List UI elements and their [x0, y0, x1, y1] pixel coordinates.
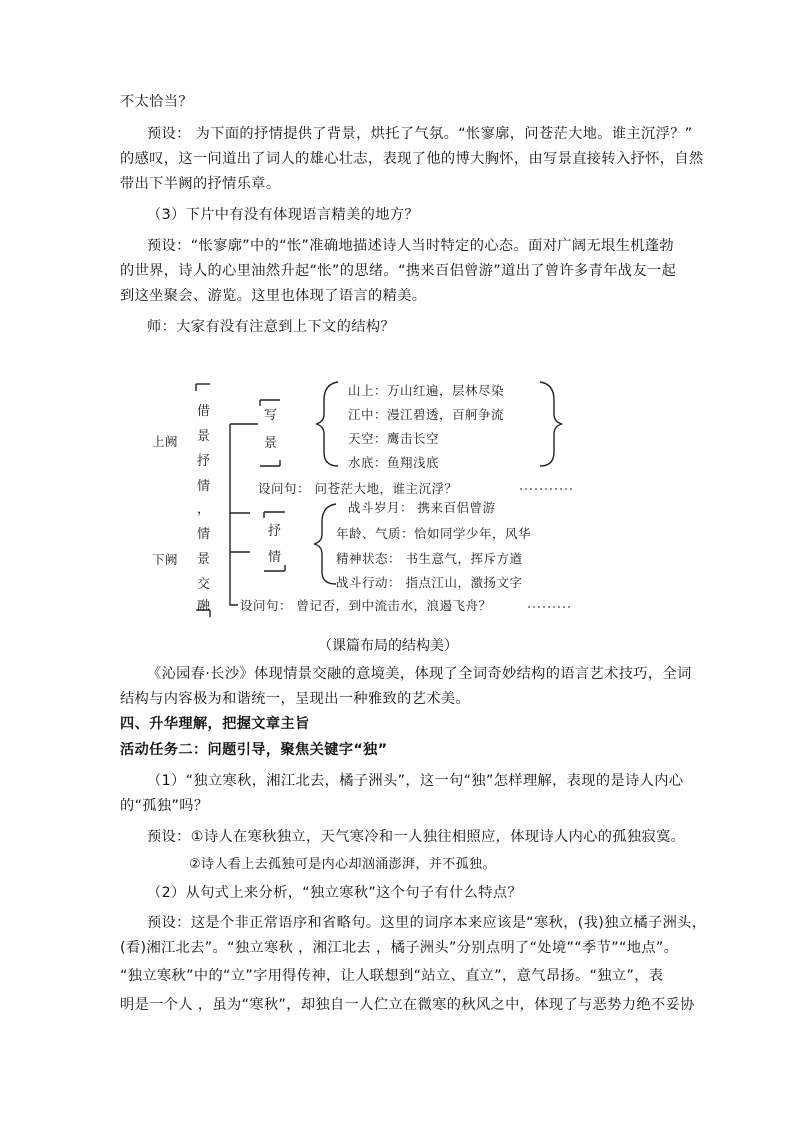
shu-qing-char: 抒 — [268, 524, 282, 539]
question-line: （3）下片中有没有体现语言精美的地方？ — [147, 207, 420, 223]
question-line: 的“孤独”吗？ — [120, 798, 209, 814]
paragraph-line: 的世界，诗人的心里油然升起“怅”的思绪。“携来百侣曾游”道出了曾许多青年战友一起 — [120, 263, 677, 279]
answer-line: “独立寒秋”中的“立”字用得传神，让人联想到“站立、直立”，意气昂扬。“独立”，表 — [120, 968, 664, 984]
paragraph-line: 到这坐聚会、游览。这里也体现了语言的精美。 — [120, 288, 427, 304]
rhetorical-question-2: 设问句： 曾记否，到中流击水，浪遏飞舟？ — [240, 598, 492, 613]
paragraph-line: 预设： 为下面的抒情提供了背景，烘托了气氛。“怅寥廓，问苍茫大地。谁主沉浮？” — [147, 126, 693, 142]
answer-line: 明是一个人 ，虽为“寒秋”，却独自一人伫立在微寒的秋风之中，体现了与恶势力绝不妥协 — [120, 997, 695, 1013]
rhetorical-question-1: 设问句： 问苍茫大地，谁主沉浮？ — [258, 481, 458, 496]
lower-que-label: 下阙 — [152, 552, 179, 567]
main-column-char: 景 — [197, 429, 211, 444]
xie-jing-char: 写 — [264, 408, 278, 423]
paragraph-line: 《沁园春·长沙》体现情景交融的意境美，体现了全词奇妙结构的语言艺术技巧，全词 — [147, 666, 692, 682]
scene-line: 天空：鹰击长空 — [348, 431, 440, 446]
main-column-char: 情 — [197, 479, 211, 494]
main-column-char: ， — [197, 502, 211, 517]
main-column-char: 情 — [197, 527, 211, 542]
paragraph-line: 的感叹，这一问道出了词人的雄心壮志，表现了他的博大胸怀，由写景直接转入抒怀，自然 — [120, 151, 704, 167]
main-column-char: 交 — [197, 577, 211, 592]
emotion-line: 战斗行动： 指点江山，激扬文字 — [336, 575, 523, 590]
scene-line: 水底：鱼翔浅底 — [348, 455, 440, 470]
main-column-char: 景 — [197, 552, 211, 567]
question-line: （1）“独立寒秋，湘江北去，橘子洲头”，这一句“独”怎样理解，表现的是诗人内心 — [147, 773, 684, 789]
scene-line: 山上：万山红遍，层林尽染 — [348, 383, 505, 398]
upper-que-label: 上阙 — [152, 434, 179, 449]
section-heading: 四、升华理解，把握文章主旨 — [120, 716, 310, 732]
question-line: （2）从句式上来分析，“独立寒秋”这个句子有什么特点？ — [147, 885, 523, 901]
answer-line: 预设：这是个非正常语序和省略句。这里的词序本来应该是“寒秋，(我)独立橘子洲头， — [147, 915, 707, 931]
main-column-char: 抒 — [197, 454, 211, 469]
answer-line: 预设：①诗人在寒秋独立，天气寒冷和一人独往相照应，体现诗人内心的孤独寂寞。 — [147, 829, 686, 845]
structure-diagram — [140, 372, 580, 627]
answer-line: (看)湘江北去”。“独立寒秋 ，湘江北去 ，橘子洲头”分别点明了“处境”“季节”“地点”。 — [120, 940, 679, 956]
paragraph-line: 带出下半阙的抒情乐章。 — [120, 176, 281, 192]
diagram-caption: （课篇布局的结构美） — [318, 638, 458, 654]
paragraph-line: 不太恰当？ — [120, 94, 193, 110]
task-heading: 活动任务二：问题引导，聚焦关键字“独” — [120, 742, 388, 758]
paragraph-line: 结构与内容极为和谐统一，呈现出一种雅致的艺术美。 — [120, 691, 471, 707]
paragraph-line: 师：大家有没有注意到上下文的结构？ — [147, 319, 395, 335]
scene-line: 江中：漫江碧透，百舸争流 — [348, 407, 505, 422]
emotion-line: 战斗岁月： 携来百侣曾游 — [348, 500, 496, 515]
main-column-char: 融 — [197, 599, 211, 614]
emotion-line: 精神状态： 书生意气，挥斥方遒 — [336, 551, 523, 566]
emotion-line: 年龄、气质：恰如同学少年，风华 — [336, 526, 532, 541]
xie-jing-char: 景 — [264, 436, 278, 451]
shu-qing-char: 情 — [268, 550, 282, 565]
paragraph-line: 预设：“怅寥廓”中的“怅”准确地描述诗人当时特定的心态。面对广阔无垠生机蓬勃 — [147, 238, 674, 254]
answer-line: ②诗人看上去孤独可是内心却汹涌澎湃，并不孤独。 — [189, 857, 496, 872]
main-column-char: 借 — [197, 404, 211, 419]
